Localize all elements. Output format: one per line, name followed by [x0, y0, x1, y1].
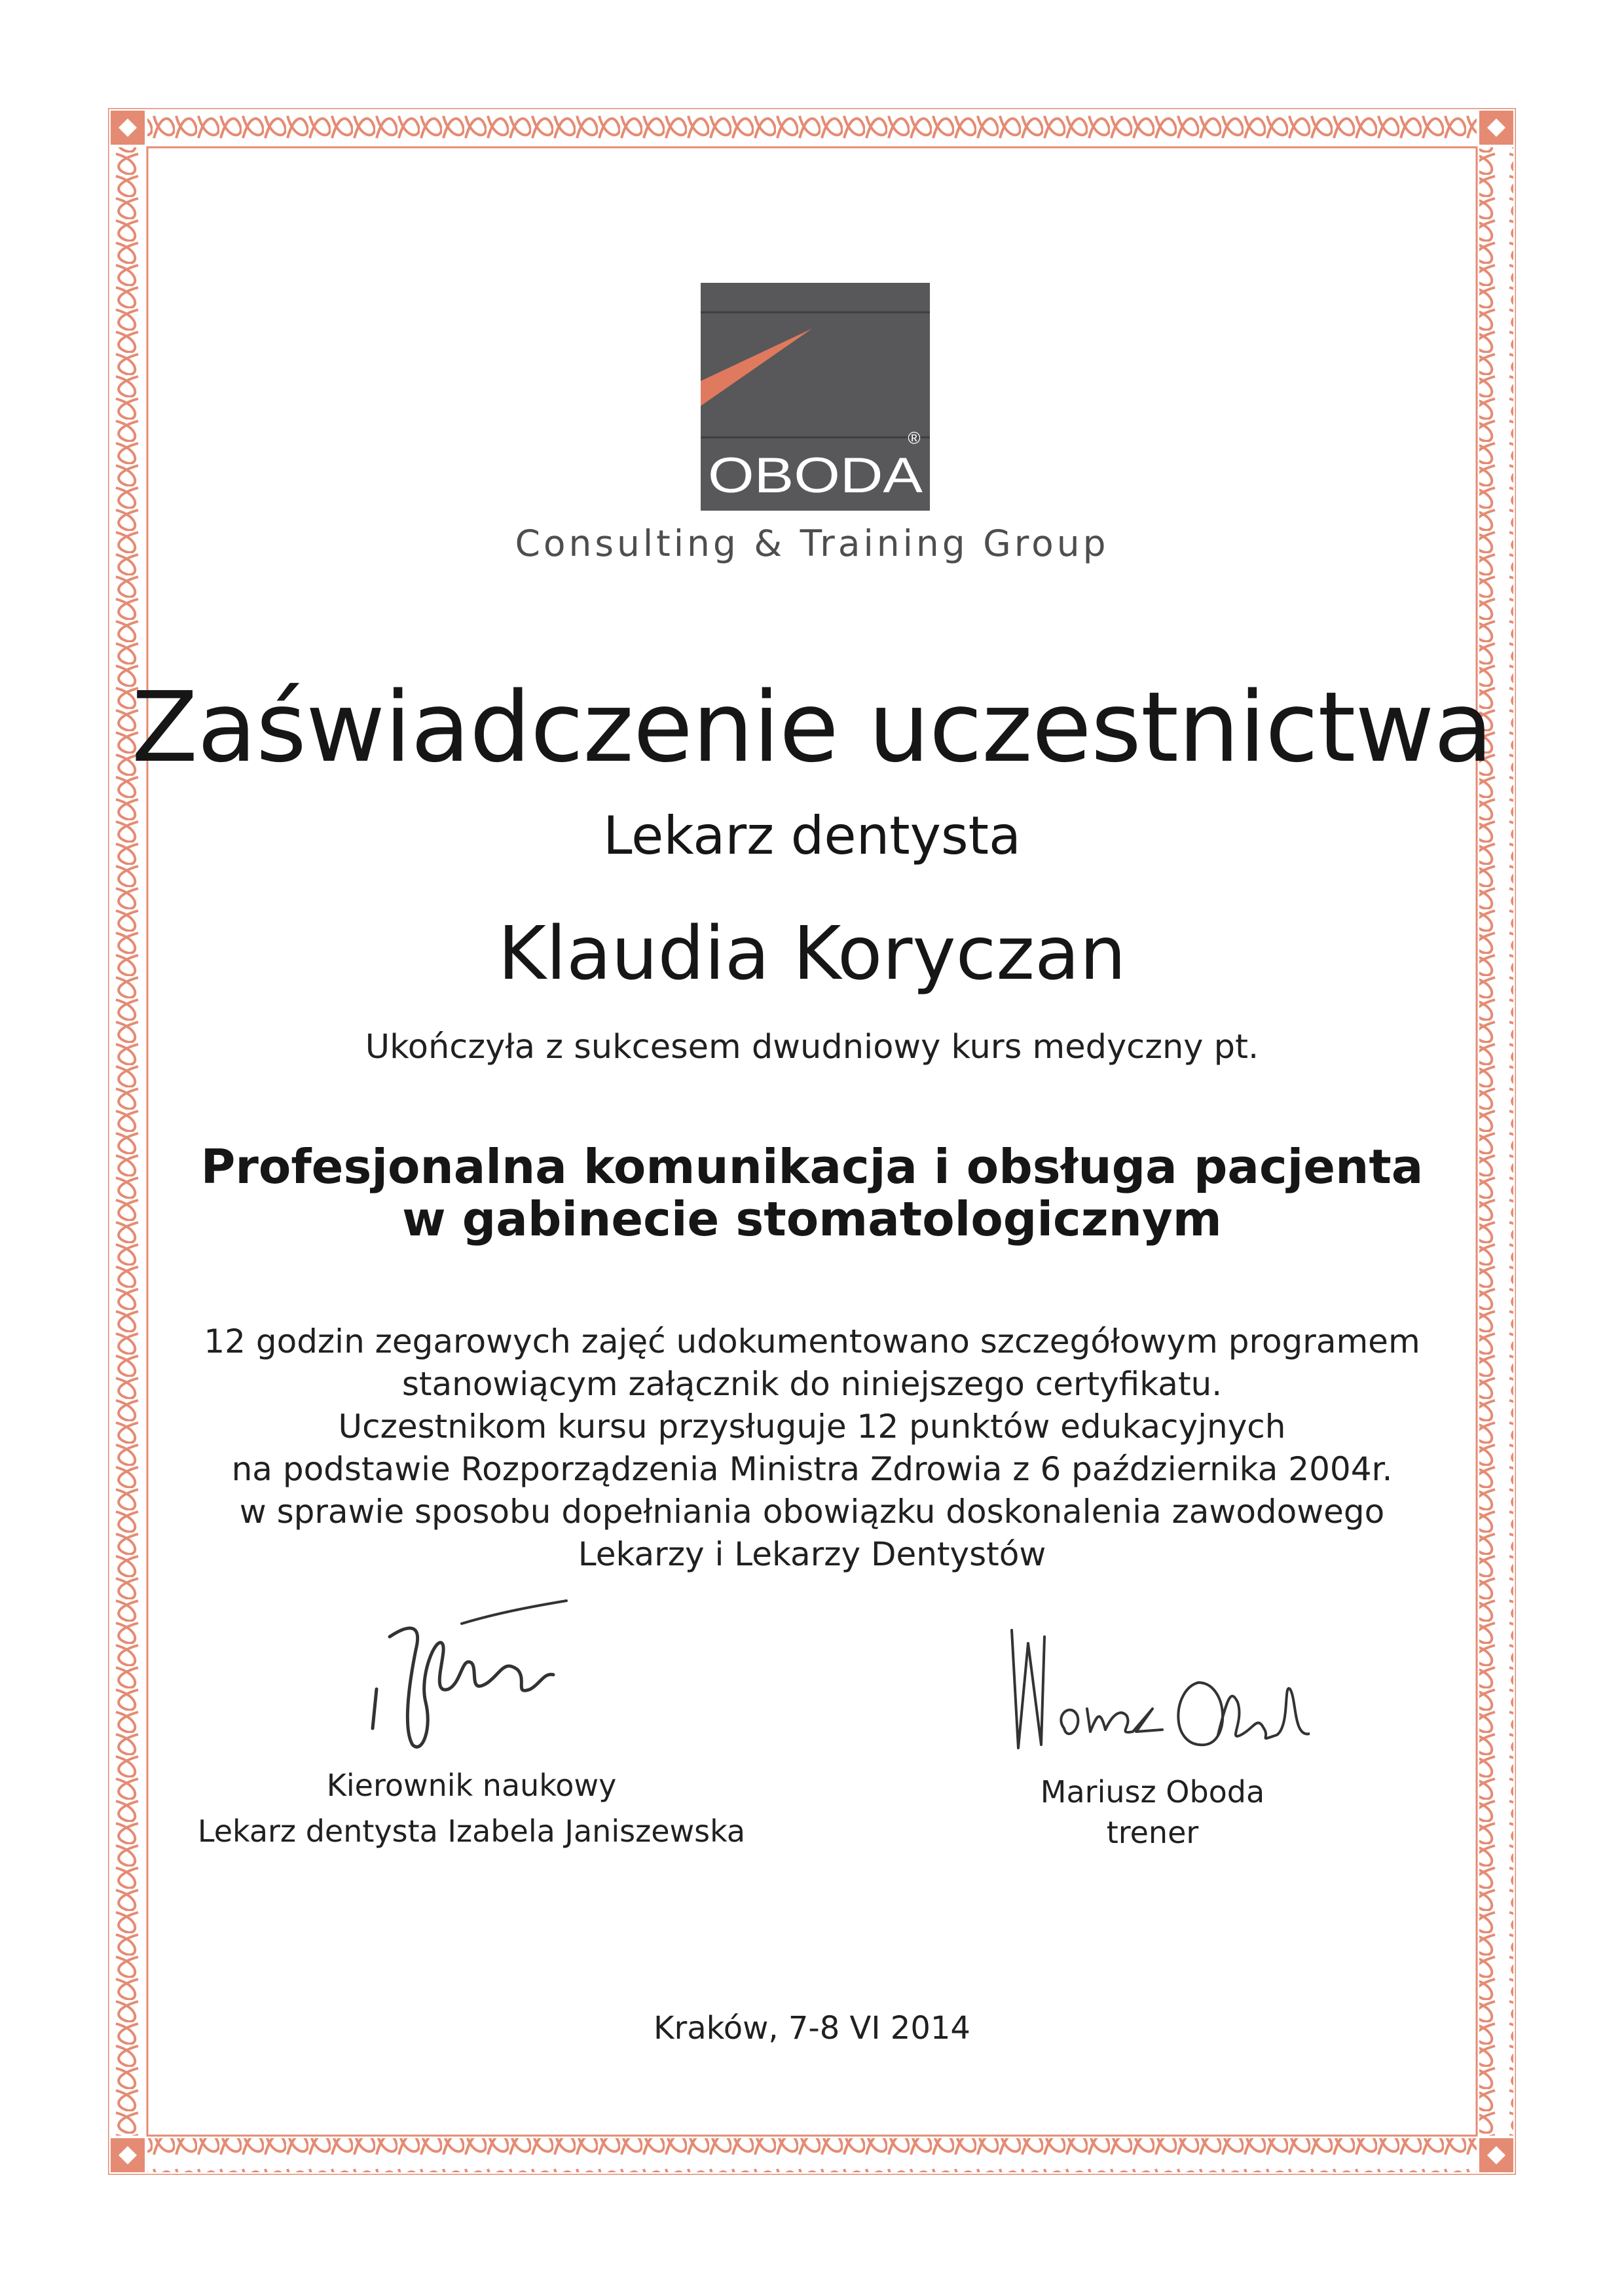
certificate-title: Zaświadczenie uczestnictwa: [131, 671, 1493, 784]
svg-text:®: ®: [908, 428, 921, 448]
right-signature: [1002, 1617, 1310, 1768]
right-signatory-name: Mariusz Oboda: [1040, 1774, 1265, 1810]
left-signatory-name: Lekarz dentysta Izabela Janiszewska: [197, 1813, 746, 1849]
right-signatory-role: trener: [1106, 1815, 1199, 1850]
description-line: Lekarzy i Lekarzy Dentystów: [578, 1535, 1046, 1573]
recipient-name: Klaudia Koryczan: [498, 911, 1126, 996]
logo-tagline: Consulting & Training Group: [515, 522, 1109, 564]
course-title-line-2: w gabinecie stomatologicznym: [402, 1192, 1222, 1247]
left-signatory-role: Kierownik naukowy: [326, 1768, 617, 1803]
completion-statement: Ukończyła z sukcesem dwudniowy kurs medyczny pt.: [365, 1028, 1259, 1066]
place-and-date: Kraków, 7-8 VI 2014: [654, 2010, 970, 2047]
oboda-logo: [701, 283, 930, 511]
course-title-line-1: Profesjonalna komunikacja i obsługa pacjenta: [200, 1139, 1424, 1194]
svg-text:OBODA: OBODA: [708, 448, 923, 503]
description-line: stanowiącym załącznik do niniejszego certyfikatu.: [401, 1365, 1223, 1403]
description-line: na podstawie Rozporządzenia Ministra Zdrowia z 6 października 2004r.: [231, 1450, 1393, 1488]
recipient-profession: Lekarz dentysta: [602, 805, 1022, 866]
description-line: Uczestnikom kursu przysługuje 12 punktów edukacyjnych: [338, 1408, 1286, 1446]
left-signature: [363, 1597, 573, 1755]
description-line: w sprawie sposobu dopełniania obowiązku doskonalenia zawodowego: [239, 1493, 1385, 1531]
description-line: 12 godzin zegarowych zajęć udokumentowano szczegółowym programem: [204, 1322, 1420, 1360]
